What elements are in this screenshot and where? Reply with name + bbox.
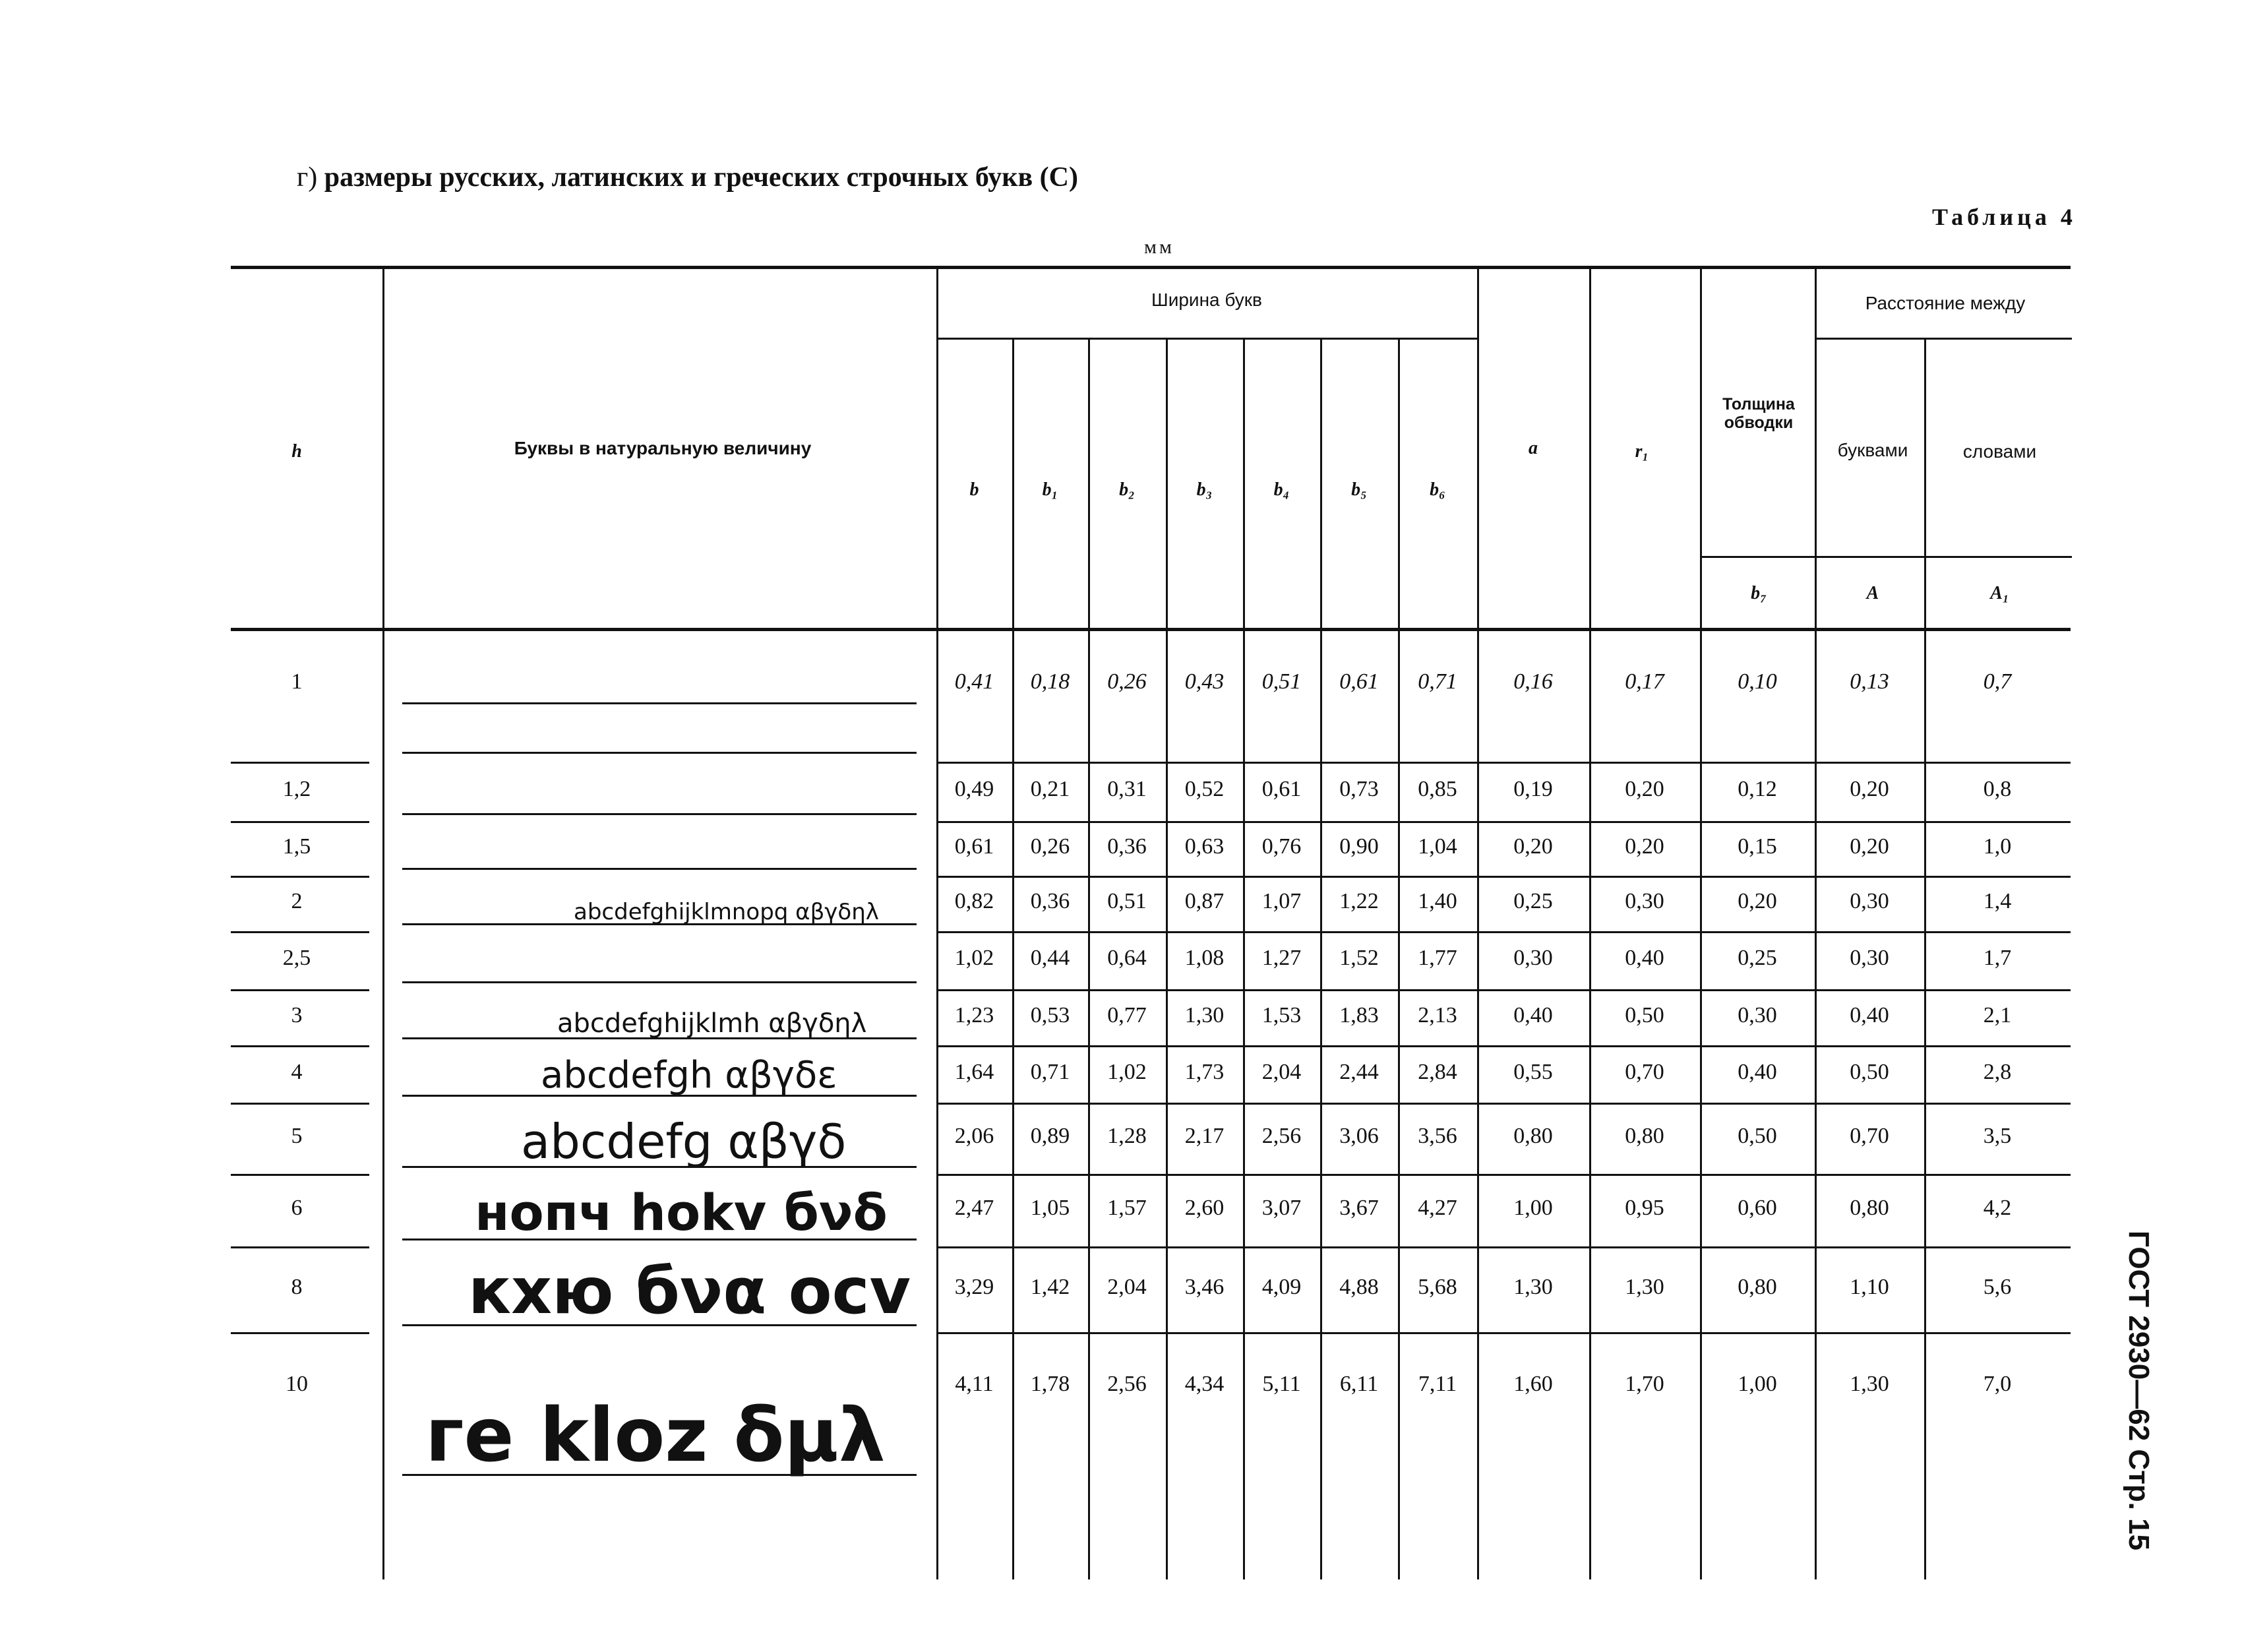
header-spacing-group: Расстояние между [1865, 293, 2026, 313]
value-cell: 0,26 [1107, 669, 1147, 694]
value-cell: 1,30 [1850, 1372, 1889, 1396]
value-cell: 5,68 [1418, 1275, 1457, 1299]
value-cell: 0,20 [1513, 834, 1553, 859]
value-cell: 1,64 [954, 1059, 994, 1084]
value-cell: 4,88 [1339, 1275, 1379, 1299]
value-cell: 1,22 [1339, 889, 1379, 913]
value-cell: 0,31 [1107, 777, 1147, 801]
value-cell: 0,19 [1513, 777, 1553, 801]
value-cell: 1,07 [1261, 889, 1302, 913]
value-cell: 2,13 [1418, 1002, 1457, 1027]
row-separator [936, 931, 2071, 933]
value-cell: 0,15 [1738, 834, 1777, 859]
letter-sample: abcdefghijklmh αβγδηλ [557, 1008, 867, 1039]
value-cell: 1,30 [1625, 1275, 1664, 1299]
row-separator [231, 1174, 369, 1176]
symbol-row-rule [1700, 556, 2072, 558]
value-cell: 1,02 [954, 946, 994, 970]
value-cell: 0,80 [1850, 1196, 1889, 1220]
header-b-col: b₅ [1351, 479, 1367, 500]
writing-baseline [402, 868, 917, 870]
value-cell: 1,08 [1184, 946, 1225, 970]
value-cell: 0,44 [1030, 946, 1070, 970]
value-cell: 0,73 [1339, 777, 1379, 801]
value-cell: 0,36 [1107, 834, 1147, 859]
value-cell: 0,80 [1625, 1124, 1664, 1148]
row-separator [936, 1045, 2071, 1047]
value-cell: 1,28 [1107, 1124, 1147, 1148]
value-cell: 1,04 [1418, 834, 1457, 859]
value-cell: 0,20 [1625, 834, 1664, 859]
width-group-rule [936, 338, 1478, 340]
row-separator [936, 1246, 2071, 1248]
value-cell: 3,5 [1983, 1124, 2012, 1148]
value-cell: 2,17 [1184, 1124, 1225, 1148]
value-cell: 0,30 [1738, 1002, 1777, 1027]
header-width-group: Ширина букв [1151, 290, 1262, 310]
value-cell: 0,40 [1850, 1002, 1889, 1027]
value-cell: 0,49 [954, 777, 994, 801]
value-cell: 1,27 [1261, 946, 1302, 970]
header-b-col: b₂ [1119, 479, 1135, 500]
h-value: 1,5 [282, 834, 311, 859]
value-cell: 0,40 [1738, 1059, 1777, 1084]
header-letters-symbol: A [1866, 583, 1879, 603]
value-cell: 0,61 [954, 834, 994, 859]
table-header-rule [231, 628, 2071, 631]
table-top-rule [231, 266, 2071, 269]
letter-sample: ге kloz δμλ [425, 1392, 886, 1479]
header-letters-spacing: буквами [1837, 440, 1908, 460]
h-value: 3 [291, 1002, 303, 1027]
value-cell: 4,27 [1418, 1196, 1457, 1220]
value-cell: 1,05 [1030, 1196, 1070, 1220]
value-cell: 0,25 [1513, 889, 1553, 913]
value-cell: 0,50 [1738, 1124, 1777, 1148]
value-cell: 2,04 [1261, 1059, 1302, 1084]
value-cell: 1,53 [1261, 1002, 1302, 1027]
value-cell: 0,77 [1107, 1002, 1147, 1027]
value-cell: 0,25 [1738, 946, 1777, 970]
h-value: 1 [291, 669, 303, 694]
letter-sample: кхю бνα ocv [468, 1254, 911, 1329]
value-cell: 2,84 [1418, 1059, 1457, 1084]
value-cell: 1,30 [1513, 1275, 1553, 1299]
value-cell: 0,71 [1418, 669, 1457, 694]
value-cell: 0,40 [1513, 1002, 1553, 1027]
section-prefix: г) [297, 162, 318, 193]
value-cell: 0,10 [1738, 669, 1777, 694]
header-b-col: b₃ [1196, 479, 1213, 500]
h-value: 6 [291, 1196, 303, 1220]
letter-sample: нопч hokv бνδ [475, 1183, 888, 1242]
value-cell: 0,76 [1261, 834, 1302, 859]
value-cell: 0,30 [1625, 889, 1664, 913]
value-cell: 4,2 [1983, 1196, 2012, 1220]
row-separator [231, 1246, 369, 1248]
value-cell: 0,82 [954, 889, 994, 913]
value-cell: 1,83 [1339, 1002, 1379, 1027]
header-a: a [1529, 438, 1538, 458]
h-value: 2 [291, 889, 303, 913]
value-cell: 3,67 [1339, 1196, 1379, 1220]
value-cell: 2,47 [954, 1196, 994, 1220]
value-cell: 0,26 [1030, 834, 1070, 859]
value-cell: 0,50 [1850, 1059, 1889, 1084]
unit-label: мм [1144, 236, 1174, 258]
value-cell: 0,20 [1625, 777, 1664, 801]
header-b-col: b₄ [1273, 479, 1290, 500]
row-separator [936, 989, 2071, 991]
row-separator [936, 762, 2071, 764]
h-value: 2,5 [282, 946, 311, 970]
value-cell: 0,30 [1513, 946, 1553, 970]
value-cell: 1,23 [954, 1002, 994, 1027]
value-cell: 0,20 [1850, 777, 1889, 801]
value-cell: 0,30 [1850, 889, 1889, 913]
value-cell: 0,51 [1107, 889, 1147, 913]
value-cell: 0,87 [1184, 889, 1225, 913]
letter-sample: abcdefg αβγδ [521, 1113, 847, 1169]
value-cell: 0,43 [1184, 669, 1225, 694]
spacing-group-rule [1815, 338, 2072, 340]
value-cell: 4,34 [1184, 1372, 1225, 1396]
value-cell: 3,46 [1184, 1275, 1225, 1299]
value-cell: 0,55 [1513, 1059, 1553, 1084]
value-cell: 0,50 [1625, 1002, 1664, 1027]
row-separator [936, 1332, 2071, 1334]
value-cell: 1,4 [1983, 889, 2012, 913]
value-cell: 1,02 [1107, 1059, 1147, 1084]
value-cell: 2,60 [1184, 1196, 1225, 1220]
value-cell: 1,00 [1513, 1196, 1553, 1220]
side-running-head: ГОСТ 2930—62 Стр. 15 [2123, 1231, 2155, 1551]
value-cell: 0,18 [1030, 669, 1070, 694]
value-cell: 1,60 [1513, 1372, 1553, 1396]
row-separator [936, 876, 2071, 878]
value-cell: 1,7 [1983, 946, 2012, 970]
value-cell: 0,95 [1625, 1196, 1664, 1220]
h-value: 8 [291, 1275, 303, 1299]
row-separator [231, 1103, 369, 1105]
header-b-col: b₁ [1042, 479, 1058, 500]
row-separator [231, 1332, 369, 1334]
value-cell: 3,29 [954, 1275, 994, 1299]
value-cell: 1,0 [1983, 834, 2012, 859]
value-cell: 5,11 [1262, 1372, 1301, 1396]
row-separator [231, 1045, 369, 1047]
value-cell: 0,80 [1738, 1275, 1777, 1299]
value-cell: 2,04 [1107, 1275, 1147, 1299]
row-separator [936, 821, 2071, 823]
value-cell: 1,77 [1418, 946, 1457, 970]
value-cell: 0,16 [1513, 669, 1553, 694]
h-value: 4 [291, 1059, 303, 1084]
section-heading [297, 162, 1078, 193]
row-separator [231, 876, 369, 878]
value-cell: 0,60 [1738, 1196, 1777, 1220]
value-cell: 0,12 [1738, 777, 1777, 801]
value-cell: 1,42 [1030, 1275, 1070, 1299]
row-separator [936, 1103, 2071, 1105]
value-cell: 1,30 [1184, 1002, 1225, 1027]
header-r1: r₁ [1635, 441, 1649, 462]
writing-baseline [402, 813, 917, 815]
value-cell: 0,52 [1184, 777, 1225, 801]
value-cell: 2,1 [1983, 1002, 2012, 1027]
value-cell: 0,20 [1738, 889, 1777, 913]
value-cell: 1,70 [1625, 1372, 1664, 1396]
value-cell: 0,30 [1850, 946, 1889, 970]
value-cell: 0,40 [1625, 946, 1664, 970]
value-cell: 3,07 [1261, 1196, 1302, 1220]
value-cell: 0,36 [1030, 889, 1070, 913]
row-separator [231, 931, 369, 933]
value-cell: 7,11 [1418, 1372, 1457, 1396]
value-cell: 6,11 [1339, 1372, 1379, 1396]
value-cell: 7,0 [1983, 1372, 2012, 1396]
value-cell: 0,20 [1850, 834, 1889, 859]
row-separator [231, 989, 369, 991]
header-words-spacing: словами [1962, 441, 2037, 462]
value-cell: 1,57 [1107, 1196, 1147, 1220]
value-cell: 0,61 [1339, 669, 1379, 694]
value-cell: 0,53 [1030, 1002, 1070, 1027]
writing-baseline [402, 752, 917, 754]
value-cell: 2,8 [1983, 1059, 2012, 1084]
value-cell: 0,70 [1850, 1124, 1889, 1148]
letter-sample: abcdefghijklmnopq αβγδηλ [574, 898, 879, 925]
value-cell: 0,90 [1339, 834, 1379, 859]
table-label: Таблица 4 [1932, 204, 2076, 230]
value-cell: 0,61 [1261, 777, 1302, 801]
h-value: 1,2 [282, 777, 311, 801]
value-cell: 0,41 [954, 669, 994, 694]
row-separator [231, 821, 369, 823]
value-cell: 1,40 [1418, 889, 1457, 913]
section-title: размеры русских, латинских и греческих строчных букв (С) [324, 162, 1078, 193]
value-cell: 0,71 [1030, 1059, 1070, 1084]
row-separator [936, 1174, 2071, 1176]
value-cell: 4,11 [955, 1372, 994, 1396]
h-value: 10 [286, 1372, 308, 1396]
row-separator [231, 762, 369, 764]
value-cell: 1,73 [1184, 1059, 1225, 1084]
writing-baseline [402, 702, 917, 704]
header-letters: Буквы в натуральную величину [514, 438, 812, 458]
value-cell: 2,44 [1339, 1059, 1379, 1084]
value-cell: 0,17 [1625, 669, 1664, 694]
header-stroke-symbol: b₇ [1751, 583, 1767, 603]
value-cell: 0,63 [1184, 834, 1225, 859]
value-cell: 5,6 [1983, 1275, 2012, 1299]
header-stroke: Толщина обводки [1722, 395, 1795, 432]
value-cell: 0,70 [1625, 1059, 1664, 1084]
letter-sample: abcdefgh αβγδε [541, 1054, 837, 1097]
value-cell: 0,7 [1983, 669, 2012, 694]
value-cell: 0,21 [1030, 777, 1070, 801]
value-cell: 1,52 [1339, 946, 1379, 970]
value-cell: 0,64 [1107, 946, 1147, 970]
value-cell: 1,10 [1850, 1275, 1889, 1299]
value-cell: 2,56 [1261, 1124, 1302, 1148]
value-cell: 2,06 [954, 1124, 994, 1148]
header-b-col: b₆ [1430, 479, 1445, 500]
value-cell: 0,89 [1030, 1124, 1070, 1148]
value-cell: 0,13 [1850, 669, 1889, 694]
header-b-col: b [969, 479, 979, 500]
value-cell: 0,51 [1261, 669, 1302, 694]
column-divider [382, 266, 384, 1579]
value-cell: 3,06 [1339, 1124, 1379, 1148]
value-cell: 0,85 [1418, 777, 1457, 801]
value-cell: 1,00 [1738, 1372, 1777, 1396]
header-words-symbol: A₁ [1990, 583, 2009, 603]
value-cell: 4,09 [1261, 1275, 1302, 1299]
value-cell: 0,80 [1513, 1124, 1553, 1148]
value-cell: 3,56 [1418, 1124, 1457, 1148]
header-h: h [291, 441, 302, 462]
value-cell: 2,56 [1107, 1372, 1147, 1396]
value-cell: 1,78 [1030, 1372, 1070, 1396]
writing-baseline [402, 981, 917, 983]
h-value: 5 [291, 1124, 303, 1148]
value-cell: 0,8 [1983, 777, 2012, 801]
